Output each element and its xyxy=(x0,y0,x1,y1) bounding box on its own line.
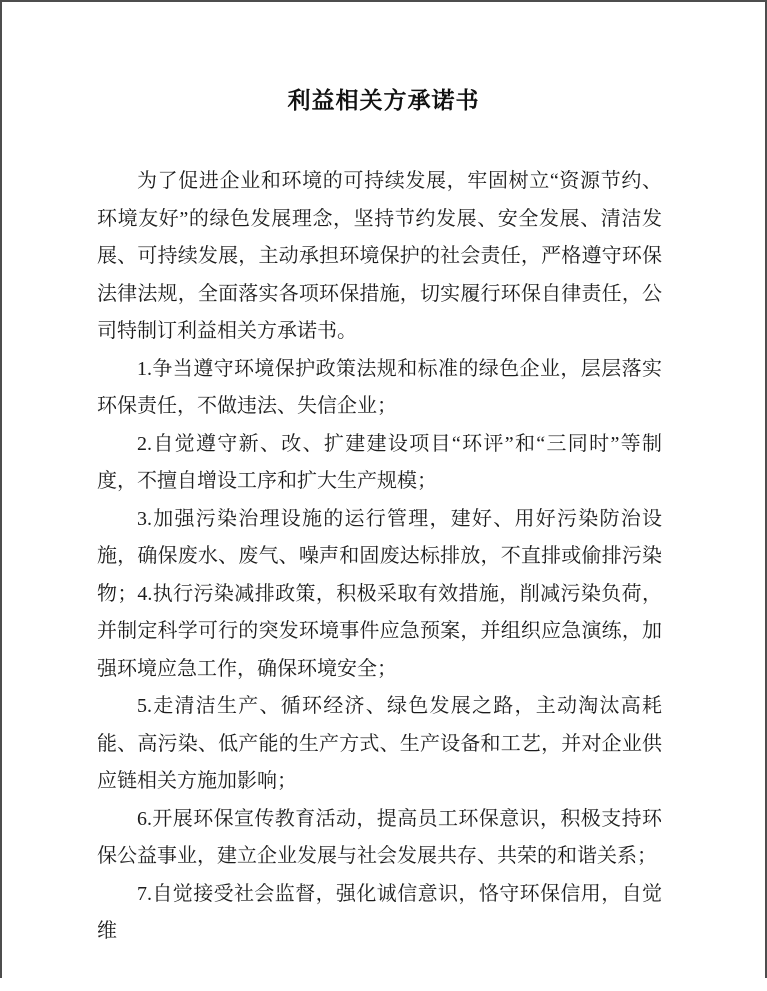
paragraph-intro: 为了促进企业和环境的可持续发展，牢固树立“资源节约、环境友好”的绿色发展理念，坚持节约发展、安全发展、清洁发展、可持续发展，主动承担环境保护的社会责任，严格遵守环保法律法规，全面落实各项环保措施，切实履行环保自律责任，公司特制订利益相关方承诺书。 xyxy=(97,170,662,342)
paragraph-item-6: 6.开展环保宣传教育活动，提高员工环保意识，积极支持环保公益事业，建立企业发展与社会发展共存、共荣的和谐关系； xyxy=(97,807,662,867)
paragraph-item-1: 1.争当遵守环境保护政策法规和标准的绿色企业，层层落实环保责任，不做违法、失信企业； xyxy=(97,357,662,417)
paragraph-item-5: 5.走清洁生产、循环经济、绿色发展之路，主动淘汰高耗能、高污染、低产能的生产方式、生产设备和工艺，并对企业供应链相关方施加影响； xyxy=(97,695,662,792)
paragraph-item-3-4: 3.加强污染治理设施的运行管理，建好、用好污染防治设施，确保废水、废气、噪声和固废达标排放，不直排或偷排污染物；4.执行污染减排政策，积极采取有效措施，削减污染负荷，并制定科学可行的突发环境事件应急预案，并组织应急演练，加强环境应急工作，确保环境安全； xyxy=(97,507,662,680)
paragraph-item-2: 2.自觉遵守新、改、扩建建设项目“环评”和“三同时”等制度，不擅自增设工序和扩大生产规模； xyxy=(97,432,662,492)
page-title: 利益相关方承诺书 xyxy=(287,87,480,113)
paragraph-item-7-truncated: 7.自觉接受社会监督，强化诚信意识，恪守环保信用，自觉维 xyxy=(97,882,662,942)
document-body xyxy=(97,163,662,951)
